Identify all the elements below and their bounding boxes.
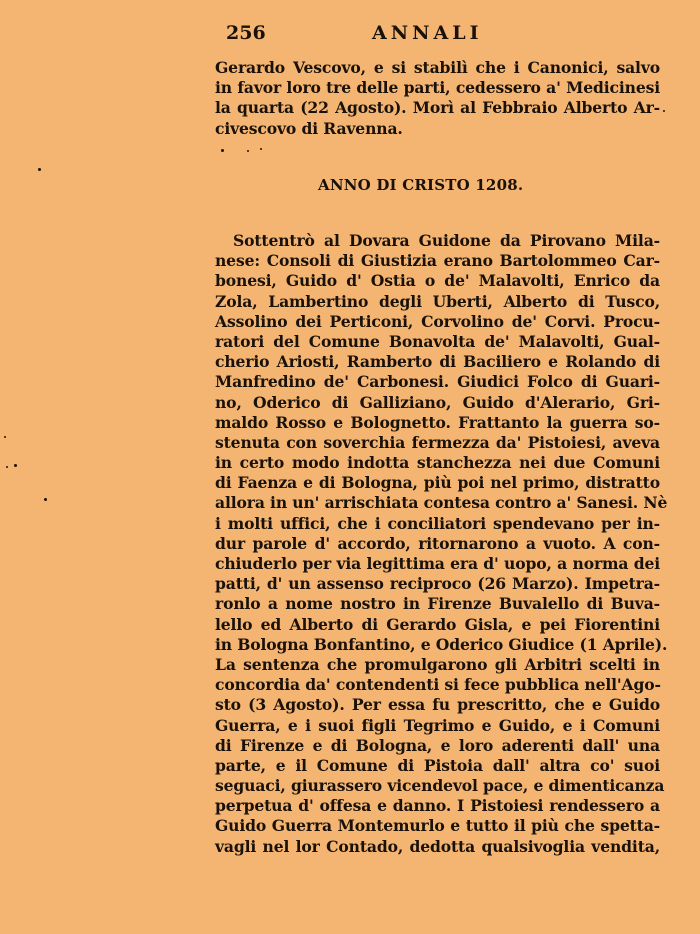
- text-line: di Faenza e di Bologna, più poi nel primo, distratto: [215, 473, 660, 493]
- text-line: ronlo a nome nostro in Firenze Buvalello di Buva-: [215, 594, 660, 614]
- text-line: parte, e il Comune di Pistoia dall' altra co' suoi: [215, 755, 660, 775]
- scan-speck: [6, 466, 8, 468]
- text-line: Sottentrò al Dovara Guidone da Pirovano Mila-: [233, 231, 660, 250]
- text-line: chiuderlo per via legittima era d' uopo, a norma dei: [215, 554, 660, 573]
- text-line: no, Oderico di Galliziano, Guido d'Alerario, Gri-: [215, 392, 660, 412]
- text-line: seguaci, giurassero vicendevol pace, e dimenticanza: [215, 776, 665, 796]
- text-line: la quarta (22 Agosto). Morì al Febbraio Alberto Ar-: [215, 98, 660, 118]
- text-line: patti, d' un assenso reciproco (26 Marzo). Impetra-: [215, 574, 660, 594]
- text-line: di Firenze e di Bologna, e loro aderenti dall' una: [215, 735, 660, 755]
- text-line: La sentenza che promulgarono gli Arbitri scelti in: [215, 654, 660, 674]
- text-line: stenuta con soverchia fermezza da' Pistoiesi, aveva: [215, 432, 660, 452]
- page-number: 256: [226, 22, 266, 44]
- scan-speck: [247, 150, 249, 152]
- scan-speck: [44, 498, 47, 501]
- page-header: [226, 18, 483, 48]
- text-line: ratori del Comune Bonavolta de' Malavolti, Gual-: [215, 331, 660, 351]
- section-heading: ANNO DI CRISTO 1208.: [318, 176, 524, 194]
- text-line: cherio Ariosti, Ramberto di Baciliero e Rolando di: [215, 352, 660, 372]
- text-line: allora in un' arrischiata contesa contro a' Sanesi. Nè: [215, 493, 668, 513]
- text-line: in Bologna Bonfantino, e Oderico Giudice (1 Aprile).: [215, 634, 668, 654]
- text-line: Zola, Lambertino degli Uberti, Alberto di Tusco,: [215, 291, 660, 311]
- text-line: bonesi, Guido d' Ostia o de' Malavolti, Enrico da: [215, 271, 660, 291]
- body-paragraph: [215, 231, 668, 857]
- text-line: in favor loro tre delle parti, cedessero a' Medicinesi: [215, 78, 660, 98]
- scan-speck: [14, 464, 17, 467]
- text-line: civescovo di Ravenna.: [215, 118, 403, 138]
- text-line: perpetua d' offesa e danno. I Pistoiesi rendessero a: [215, 796, 660, 816]
- scan-speck: [221, 149, 224, 152]
- continuation-paragraph: [215, 58, 660, 139]
- text-line: dur parole d' accordo, ritornarono a vuoto. A con-: [215, 533, 660, 553]
- text-line: Manfredino de' Carbonesi. Giudici Folco di Guari-: [215, 372, 660, 392]
- scan-speck: [260, 148, 262, 150]
- text-line: Guerra, e i suoi figli Tegrimo e Guido, e i Comuni: [215, 715, 660, 735]
- text-line: sto (3 Agosto). Per essa fu prescritto, che e Guido: [215, 695, 660, 715]
- text-line: vagli nel lor Contado, dedotta qualsivoglia vendita,: [215, 836, 660, 856]
- text-line: lello ed Alberto di Gerardo Gisla, e pei Fiorentini: [215, 614, 660, 634]
- text-line: Assolino dei Perticoni, Corvolino de' Corvi. Procu-: [215, 311, 660, 331]
- scan-speck: [38, 168, 41, 171]
- scan-speck: [663, 110, 665, 112]
- text-line: nese: Consoli di Giustizia erano Bartolommeo Car-: [215, 251, 660, 271]
- text-line: in certo modo indotta stanchezza nei due Comuni: [215, 453, 660, 473]
- text-line: i molti uffici, che i conciliatori spendevano per in-: [215, 513, 660, 533]
- text-line: Guido Guerra Montemurlo e tutto il più che spetta-: [215, 816, 660, 836]
- running-head: ANNALI: [372, 22, 483, 44]
- text-line: Gerardo Vescovo, e si stabilì che i Canonici, salvo: [215, 58, 660, 77]
- scan-speck: [4, 436, 6, 438]
- text-line: maldo Rosso e Bolognetto. Frattanto la guerra so-: [215, 412, 660, 432]
- text-line: concordia da' contendenti si fece pubblica nell'Ago-: [215, 675, 661, 695]
